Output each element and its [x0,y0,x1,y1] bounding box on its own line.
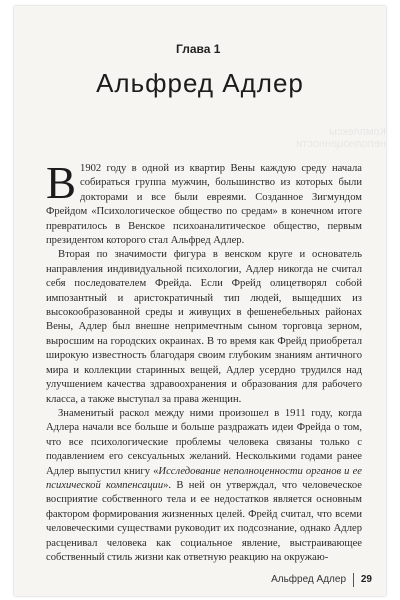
chapter-label: Глава 1 [176,42,221,56]
body-text [46,158,362,565]
paragraph-2: Вторая по значимости фигура в венском круге и основатель направления индивидуальной психологии, Адлер никогда не считал себя последователем Фрейда. Если Фрейд олицетворял собой импозантный и аристократичный тип людей, выщедших из высокообразованной среды и живущих в фешенебельных районах Вены, Адлер был внешне непримечтным сыном торговца зерном, выросшим на городских окраинах. В то время как Фрейд приобретал широкую известность благодаря своим глубоким знаниям античного мира и коллекции старинных вещей, Адлер усердно трудился над улучшением качества здравоохранения и образования для рабочего класса, а также выступал за права женщин. [46,249,362,405]
page-footer [14,574,386,590]
page-number: 29 [360,574,372,585]
chapter-title: Альфред Адлер [96,68,304,98]
bleed-through-text: Комплексы неполноценности [296,126,386,150]
paragraph-3 [46,407,362,565]
book-title-italic: Исследование неполноценности органов и ее психической компенсации [46,465,362,491]
book-page [14,6,386,596]
drop-cap: В [46,158,77,208]
paragraph-1 [46,158,362,248]
paragraph-3-text-b: ». В ней он утверждал, что человеческое восприятие собственного тела и ее недостатков является основным фактором формирования жизненных целей. Фрейд считал, что всеми человеческими существами руководит их подсознание, однако Адлер расценивал человека как социальное явление, выстраивающее собственный стиль жизни как ответную реакцию на окружаю- [46,479,362,563]
paragraph-3-text-a: Знаменитый раскол между ними произошел в 1911 году, когда Адлера начали все больше и больше раздражать идеи Фрейда о том, что все психологические проблемы человека связаны только с подавлением его сексуальных желаний. Несколькими годами ранее Адлер выпустил книгу « [46,407,362,477]
paragraph-1-text: 1902 году в одной из квартир Вены каждую среду начала собираться группа мужчин, большинство из которых были докторами и все были евреями. Созданное Зигмундом Фрейдом «Психологическое общество по средам» в конечном итоге превратилось в Венское психоаналитическое общество, первым президентом которого стал Альфред Адлер. [46,163,362,247]
footer-divider [353,573,354,587]
running-title: Альфред Адлер [271,574,346,585]
